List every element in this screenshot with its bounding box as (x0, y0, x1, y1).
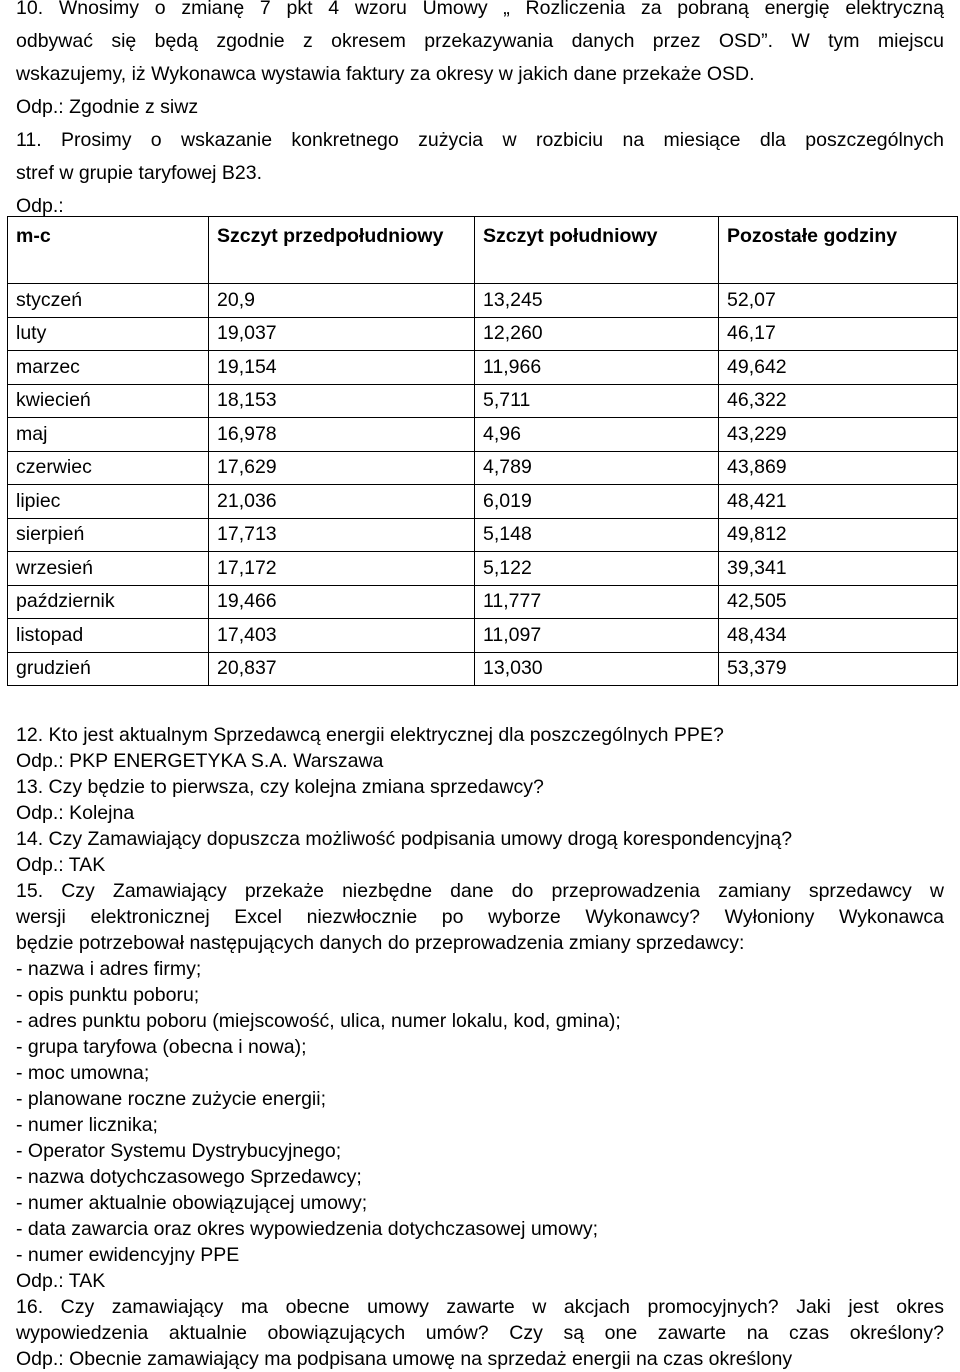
list-item: - planowane roczne zużycie energii; (16, 1088, 327, 1110)
list-item: - data zawarcia oraz okres wypowiedzenia dotychczasowej umowy; (16, 1218, 599, 1240)
list-item: - Operator Systemu Dystrybucyjnego; (16, 1140, 342, 1162)
value-cell: 11,097 (475, 619, 719, 653)
q10-answer: Odp.: Zgodnie z siwz (16, 96, 199, 118)
list-item: - numer ewidencyjny PPE (16, 1244, 240, 1266)
value-cell: 13,245 (475, 284, 719, 318)
q15-answer: Odp.: TAK (16, 1270, 106, 1292)
table-header-row (8, 217, 958, 284)
month-cell: wrzesień (8, 552, 209, 586)
q15-required-data-list (16, 956, 946, 1268)
header-morning-peak: Szczyt przedpołudniowy (209, 217, 475, 284)
list-item: - numer licznika; (16, 1114, 158, 1136)
list-item: - numer aktualnie obowiązującej umowy; (16, 1192, 368, 1214)
month-cell: październik (8, 585, 209, 619)
table-row (8, 284, 958, 318)
table-row (8, 585, 958, 619)
header-month: m-c (8, 217, 209, 284)
value-cell: 5,711 (475, 384, 719, 418)
q10-line-1: 10. Wnosimy o zmianę 7 pkt 4 wzoru Umowy „ Rozliczenia za pobraną energię elektryczną (16, 0, 944, 19)
q15-line-3: będzie potrzebował następujących danych do przeprowadzenia zmiany sprzedawcy: (16, 932, 745, 954)
value-cell: 43,869 (719, 451, 958, 485)
header-other-hours: Pozostałe godziny (719, 217, 958, 284)
q12-answer: Odp.: PKP ENERGETYKA S.A. Warszawa (16, 750, 384, 772)
table-row (8, 652, 958, 686)
list-item: - adres punktu poboru (miejscowość, ulica, numer lokalu, kod, gmina); (16, 1010, 621, 1032)
value-cell: 39,341 (719, 552, 958, 586)
table-row (8, 317, 958, 351)
month-cell: maj (8, 418, 209, 452)
value-cell: 5,148 (475, 518, 719, 552)
list-item: - nazwa i adres firmy; (16, 958, 202, 980)
table-row (8, 384, 958, 418)
value-cell: 49,642 (719, 351, 958, 385)
table-row (8, 418, 958, 452)
value-cell: 17,172 (209, 552, 475, 586)
value-cell: 52,07 (719, 284, 958, 318)
month-cell: sierpień (8, 518, 209, 552)
value-cell: 19,037 (209, 317, 475, 351)
month-cell: listopad (8, 619, 209, 653)
value-cell: 4,96 (475, 418, 719, 452)
month-cell: styczeń (8, 284, 209, 318)
q11-answer-label: Odp.: (16, 195, 64, 217)
q14-answer: Odp.: TAK (16, 854, 106, 876)
q10-line-3: wskazujemy, iż Wykonawca wystawia faktury za okresy w jakich dane przekaże OSD. (16, 63, 755, 85)
value-cell: 20,9 (209, 284, 475, 318)
q13-question: 13. Czy będzie to pierwsza, czy kolejna zmiana sprzedawcy? (16, 776, 544, 798)
usage-table (7, 216, 958, 686)
q15-line-1: 15. Czy Zamawiający przekaże niezbędne dane do przeprowadzenia zamiany sprzedawcy w (16, 880, 944, 902)
table-body (8, 284, 958, 686)
value-cell: 6,019 (475, 485, 719, 519)
q12-question: 12. Kto jest aktualnym Sprzedawcą energii elektrycznej dla poszczególnych PPE? (16, 724, 724, 746)
value-cell: 17,713 (209, 518, 475, 552)
value-cell: 17,403 (209, 619, 475, 653)
value-cell: 21,036 (209, 485, 475, 519)
table-row (8, 351, 958, 385)
value-cell: 19,154 (209, 351, 475, 385)
list-item: - moc umowna; (16, 1062, 150, 1084)
q16-line-1: 16. Czy zamawiający ma obecne umowy zawarte w akcjach promocyjnych? Jaki jest okres (16, 1296, 944, 1318)
value-cell: 20,837 (209, 652, 475, 686)
value-cell: 11,777 (475, 585, 719, 619)
q10-line-2: odbywać się będą zgodnie z okresem przekazywania danych przez OSD”. W tym miejscu (16, 30, 944, 52)
q16-answer: Odp.: Obecnie zamawiający ma podpisana umowę na sprzedaż energii na czas określony (16, 1348, 793, 1370)
value-cell: 53,379 (719, 652, 958, 686)
value-cell: 19,466 (209, 585, 475, 619)
value-cell: 48,434 (719, 619, 958, 653)
q14-question: 14. Czy Zamawiający dopuszcza możliwość podpisania umowy drogą korespondencyjną? (16, 828, 793, 850)
month-cell: marzec (8, 351, 209, 385)
value-cell: 46,322 (719, 384, 958, 418)
month-cell: lipiec (8, 485, 209, 519)
value-cell: 13,030 (475, 652, 719, 686)
value-cell: 43,229 (719, 418, 958, 452)
value-cell: 48,421 (719, 485, 958, 519)
value-cell: 4,789 (475, 451, 719, 485)
value-cell: 12,260 (475, 317, 719, 351)
list-item: - opis punktu poboru; (16, 984, 200, 1006)
value-cell: 42,505 (719, 585, 958, 619)
list-item: - grupa taryfowa (obecna i nowa); (16, 1036, 307, 1058)
table-row (8, 619, 958, 653)
value-cell: 16,978 (209, 418, 475, 452)
header-noon-peak: Szczyt południowy (475, 217, 719, 284)
list-item: - nazwa dotychczasowego Sprzedawcy; (16, 1166, 362, 1188)
q11-line-2: stref w grupie taryfowej B23. (16, 162, 263, 184)
q11-line-1: 11. Prosimy o wskazanie konkretnego zużycia w rozbiciu na miesiące dla poszczególnych (16, 129, 944, 151)
value-cell: 11,966 (475, 351, 719, 385)
table-row (8, 552, 958, 586)
table-row (8, 451, 958, 485)
value-cell: 17,629 (209, 451, 475, 485)
table-row (8, 518, 958, 552)
month-cell: luty (8, 317, 209, 351)
month-cell: grudzień (8, 652, 209, 686)
value-cell: 5,122 (475, 552, 719, 586)
q13-answer: Odp.: Kolejna (16, 802, 135, 824)
value-cell: 46,17 (719, 317, 958, 351)
value-cell: 49,812 (719, 518, 958, 552)
table-row (8, 485, 958, 519)
month-cell: czerwiec (8, 451, 209, 485)
q16-line-2: wypowiedzenia aktualnie obowiązujących umów? Czy są one zawarte na czas określony? (16, 1322, 944, 1344)
value-cell: 18,153 (209, 384, 475, 418)
month-cell: kwiecień (8, 384, 209, 418)
q15-line-2: wersji elektronicznej Excel niezwłocznie po wyborze Wykonawcy? Wyłoniony Wykonawca (16, 906, 944, 928)
